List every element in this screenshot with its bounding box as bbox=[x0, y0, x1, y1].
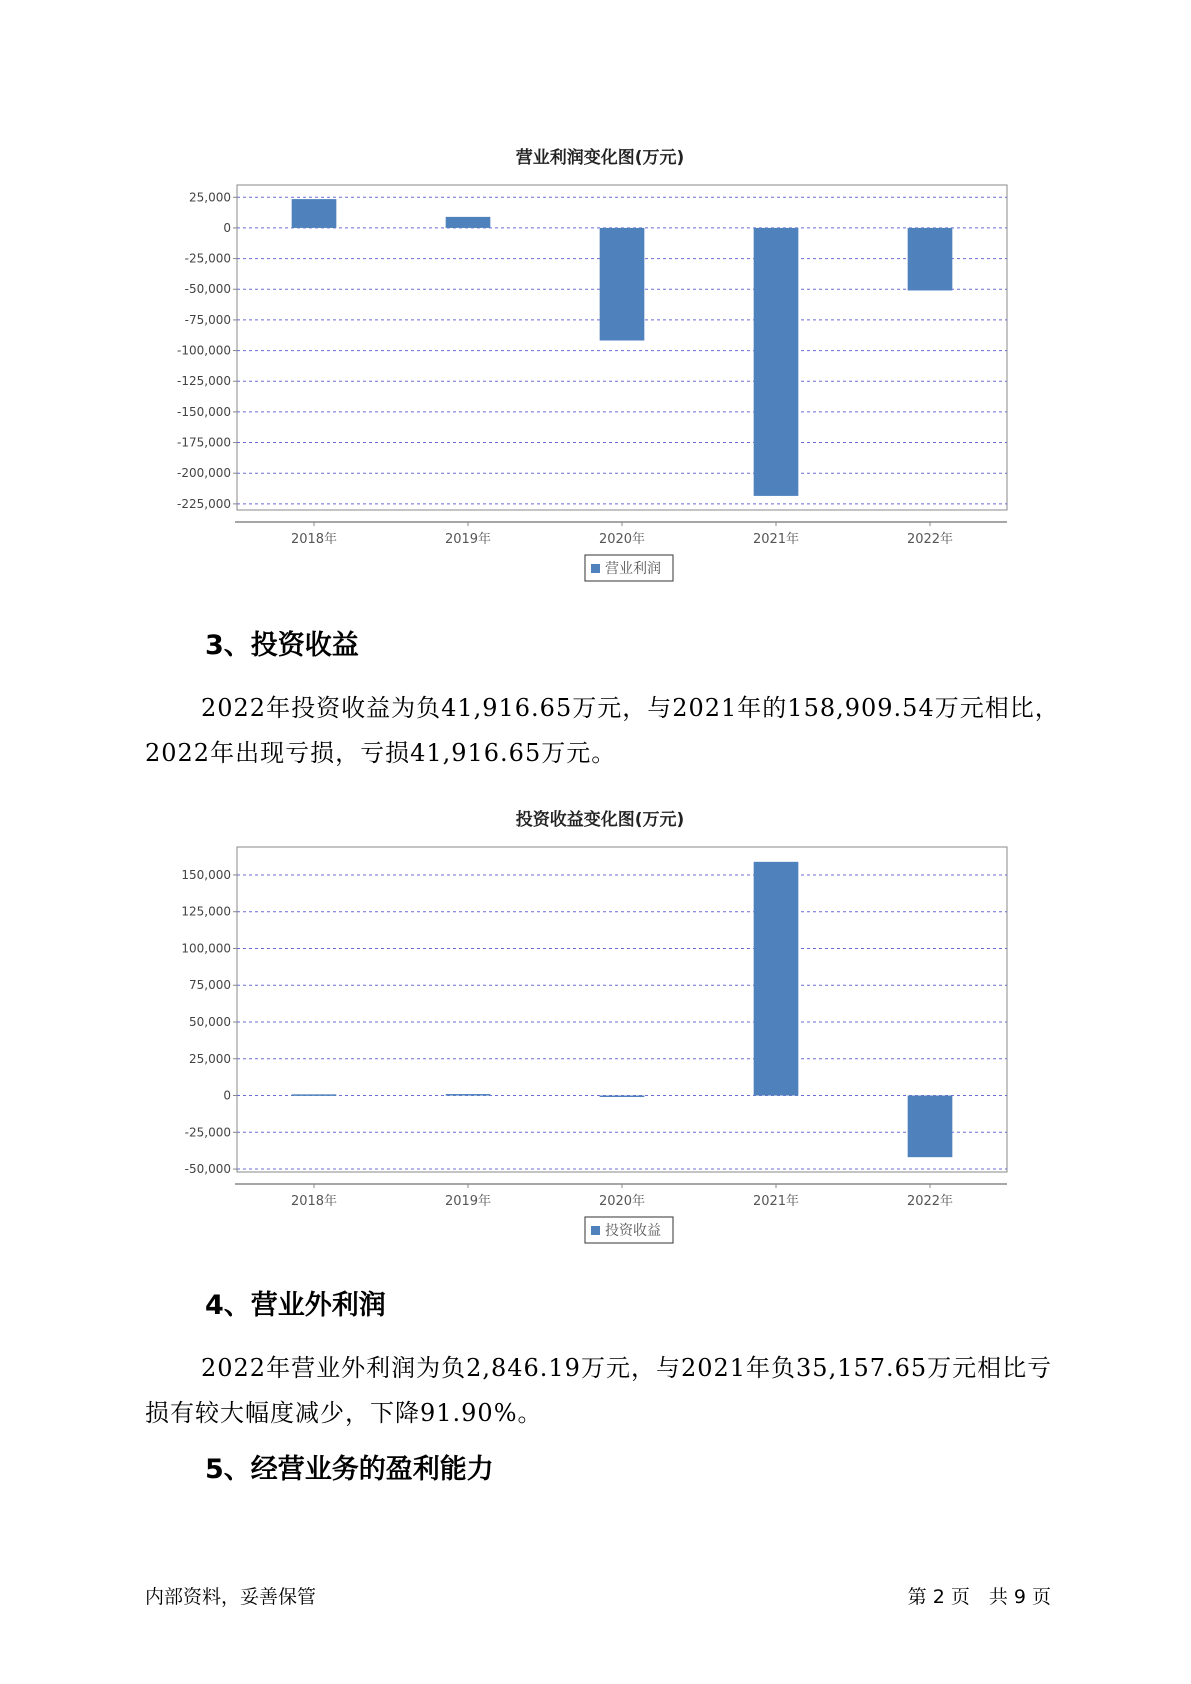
y-tick-label: -50,000 bbox=[184, 1162, 231, 1177]
section-4-heading: 4、营业外利润 bbox=[205, 1290, 386, 1321]
legend bbox=[585, 1217, 673, 1243]
x-tick-label: 2019年 bbox=[444, 1194, 492, 1209]
bar bbox=[600, 1096, 645, 1098]
x-tick-label: 2022年 bbox=[906, 1194, 954, 1209]
y-tick-label: -25,000 bbox=[184, 1125, 231, 1140]
y-tick-label: 25,000 bbox=[189, 190, 231, 205]
y-tick-label: 0 bbox=[223, 220, 231, 235]
x-tick-label: 2022年 bbox=[906, 532, 954, 547]
y-tick-label: -100,000 bbox=[177, 343, 231, 358]
x-tick-label: 2021年 bbox=[752, 1194, 800, 1209]
y-tick-label: -200,000 bbox=[177, 466, 231, 481]
bar bbox=[908, 228, 953, 291]
footer-page-number: 第 2 页 共 9 页 bbox=[907, 1586, 1051, 1608]
investment-income-chart-svg bbox=[150, 827, 1050, 1267]
bar bbox=[754, 862, 799, 1096]
chart-title: 营业利润变化图(万元) bbox=[515, 148, 685, 168]
y-tick-label: -150,000 bbox=[177, 404, 231, 419]
x-tick-label: 2021年 bbox=[752, 532, 800, 547]
bar bbox=[908, 1096, 953, 1158]
y-tick-label: -25,000 bbox=[184, 251, 231, 266]
y-tick-label: 100,000 bbox=[181, 941, 231, 956]
x-tick-label: 2020年 bbox=[598, 1194, 646, 1209]
operating-profit-chart-svg bbox=[150, 165, 1050, 605]
legend bbox=[585, 555, 673, 581]
chart-title: 投资收益变化图(万元) bbox=[515, 810, 685, 830]
y-tick-label: 150,000 bbox=[181, 867, 231, 882]
section-3-paragraph: 2022年投资收益为负41,916.65万元，与2021年的158,909.54万元相比，2022年出现亏损，亏损41,916.65万元。 bbox=[145, 694, 1060, 767]
x-tick-label: 2018年 bbox=[290, 1194, 338, 1209]
section-3-heading: 3、投资收益 bbox=[205, 630, 359, 661]
y-tick-label: 75,000 bbox=[189, 978, 231, 993]
y-tick-label: 0 bbox=[223, 1088, 231, 1103]
y-tick-label: -75,000 bbox=[184, 312, 231, 327]
investment-income-chart bbox=[150, 797, 1050, 1257]
bar bbox=[446, 217, 491, 228]
bar bbox=[446, 1094, 491, 1096]
y-tick-label: -50,000 bbox=[184, 282, 231, 297]
legend-swatch bbox=[591, 1226, 600, 1235]
x-tick-label: 2020年 bbox=[598, 532, 646, 547]
bar bbox=[754, 228, 799, 496]
y-tick-label: 125,000 bbox=[181, 904, 231, 919]
bar bbox=[292, 1094, 337, 1096]
x-tick-label: 2018年 bbox=[290, 532, 338, 547]
y-tick-label: -175,000 bbox=[177, 435, 231, 450]
y-tick-label: -125,000 bbox=[177, 374, 231, 389]
footer-confidential-note: 内部资料，妥善保管 bbox=[145, 1586, 317, 1608]
legend-swatch bbox=[591, 564, 600, 573]
legend-label: 投资收益 bbox=[605, 1223, 661, 1239]
y-tick-label: 50,000 bbox=[189, 1015, 231, 1029]
operating-profit-chart bbox=[150, 135, 1050, 595]
bar bbox=[600, 228, 645, 341]
section-4-paragraph: 2022年营业外利润为负2,846.19万元，与2021年负35,157.65万元相比亏损有较大幅度减少，下降91.90%。 bbox=[145, 1354, 1053, 1427]
plot-area bbox=[237, 847, 1007, 1172]
x-tick-label: 2019年 bbox=[444, 532, 492, 547]
legend-label: 营业利润 bbox=[605, 561, 661, 577]
y-tick-label: 25,000 bbox=[189, 1051, 231, 1066]
section-5-heading: 5、经营业务的盈利能力 bbox=[205, 1454, 494, 1485]
bar bbox=[292, 199, 337, 228]
y-tick-label: -225,000 bbox=[177, 496, 231, 511]
